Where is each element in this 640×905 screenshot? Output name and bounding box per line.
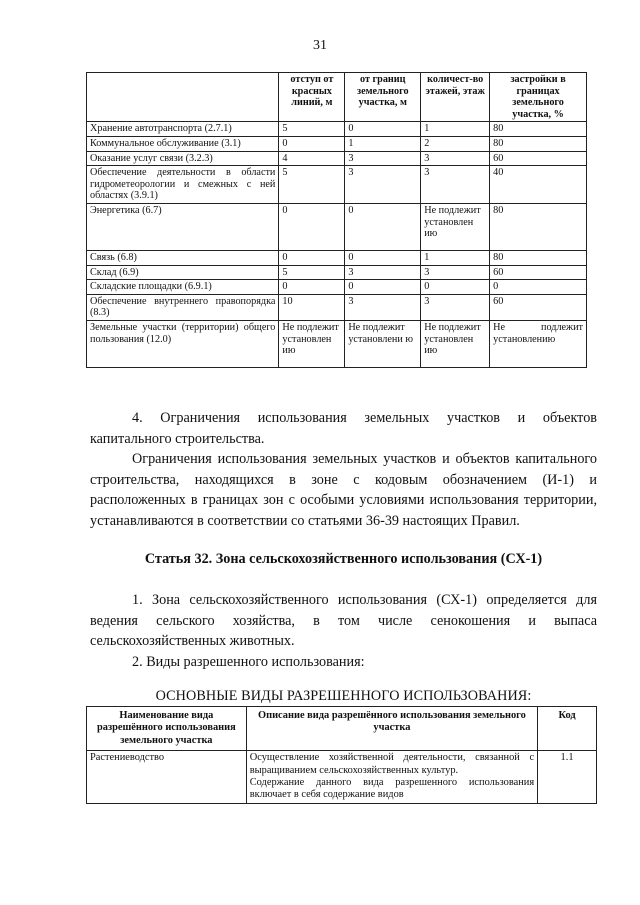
header-code: Код — [538, 707, 597, 751]
row-value: 5 — [279, 166, 345, 204]
article-32-title: Статья 32. Зона сельскохозяйственного использования (СХ-1) — [144, 551, 543, 567]
row-value: 3 — [421, 265, 490, 280]
row-value: 2 — [421, 136, 490, 151]
row-value: 1 — [345, 136, 421, 151]
table-row — [87, 151, 587, 166]
row-value: Не подлежит установлен ию — [421, 320, 490, 367]
row-value: 3 — [345, 265, 421, 280]
article-32-paragraph-1: 1. Зона сельскохозяйственного использования (СХ-1) определяется для ведения сельского хозяйства, в том числе сенокошения и выпаса сельскохозяйственных животных. — [90, 592, 597, 650]
row-value: 5 — [279, 122, 345, 137]
row-value: 3 — [421, 151, 490, 166]
row-value: 3 — [345, 166, 421, 204]
row-value: 0 — [345, 280, 421, 295]
use-description — [246, 751, 537, 804]
row-value: 80 — [490, 203, 587, 250]
row-value: Не подлежит установлен ию — [421, 203, 490, 250]
article-32-paragraph-2: 2. Виды разрешенного использования: — [132, 654, 365, 670]
row-name: Складские площадки (6.9.1) — [87, 280, 279, 295]
permitted-uses-table — [86, 706, 597, 804]
table-header-row — [87, 73, 587, 122]
header-boundary-setback: от границ земельного участка, м — [345, 73, 421, 122]
row-name: Обеспечение деятельности в области гидрометеорологии и смежных с ней областях (3.9.1) — [87, 166, 279, 204]
row-value: 0 — [345, 250, 421, 265]
row-value: 3 — [345, 294, 421, 320]
row-value: 3 — [421, 294, 490, 320]
row-value: 5 — [279, 265, 345, 280]
row-value: 0 — [279, 280, 345, 295]
row-value: 0 — [279, 250, 345, 265]
table-header-row — [87, 707, 597, 751]
row-value: Не подлежит установлен ию — [279, 320, 345, 367]
header-floor-count: количест-во этажей, этаж — [421, 73, 490, 122]
header-use-name: Наименование вида разрешённого использования земельного участка — [87, 707, 247, 751]
header-build-percent: застройки в границах земельного участка, % — [490, 73, 587, 122]
row-value: 80 — [490, 122, 587, 137]
row-name: Хранение автотранспорта (2.7.1) — [87, 122, 279, 137]
row-value: 60 — [490, 294, 587, 320]
row-value: 0 — [345, 203, 421, 250]
table-row — [87, 122, 587, 137]
row-value: 10 — [279, 294, 345, 320]
table-row — [87, 294, 587, 320]
row-name: Склад (6.9) — [87, 265, 279, 280]
row-name: Обеспечение внутреннего правопорядка (8.3) — [87, 294, 279, 320]
table-row — [87, 166, 587, 204]
use-name: Растениеводство — [87, 751, 247, 804]
row-value: 3 — [421, 166, 490, 204]
row-value: 60 — [490, 265, 587, 280]
row-value: 1 — [421, 250, 490, 265]
table-row — [87, 250, 587, 265]
table-row — [87, 136, 587, 151]
row-value: 0 — [279, 203, 345, 250]
row-value: 4 — [279, 151, 345, 166]
row-value: 0 — [421, 280, 490, 295]
row-value: 3 — [345, 151, 421, 166]
row-value: 60 — [490, 151, 587, 166]
section-4-heading: 4. Ограничения использования земельных участков и объектов капитального строительства. — [90, 410, 597, 447]
row-name: Энергетика (6.7) — [87, 203, 279, 250]
building-parameters-table — [86, 72, 587, 368]
row-value: 80 — [490, 250, 587, 265]
section-4-body: Ограничения использования земельных участков и объектов капитального строительства, находящихся в зоне с кодовым обозначением (И-1) и расположенных в границах зон с особыми условиями использования территории, устанавливаются в соответствии со статьями 36-39 настоящих Правил. — [90, 451, 597, 529]
row-name: Земельные участки (территории) общего пользования (12.0) — [87, 320, 279, 367]
use-code: 1.1 — [538, 751, 597, 804]
table-row — [87, 280, 587, 295]
table-row — [87, 320, 587, 367]
row-value: 80 — [490, 136, 587, 151]
table-row — [87, 203, 587, 250]
header-red-line-setback: отступ от красных линий, м — [279, 73, 345, 122]
row-value: 1 — [421, 122, 490, 137]
page-number: 31 — [313, 38, 327, 53]
row-value: 0 — [490, 280, 587, 295]
row-name: Связь (6.8) — [87, 250, 279, 265]
row-name: Оказание услуг связи (3.2.3) — [87, 151, 279, 166]
row-name: Коммунальное обслуживание (3.1) — [87, 136, 279, 151]
table-row — [87, 265, 587, 280]
header-use-type — [87, 73, 279, 122]
table-row — [87, 751, 597, 804]
main-uses-heading: ОСНОВНЫЕ ВИДЫ РАЗРЕШЕННОГО ИСПОЛЬЗОВАНИЯ: — [155, 688, 532, 704]
use-description-line-2: Содержание данного вида разрешенного использования включает в себя содержание видов — [249, 777, 535, 801]
row-value: 0 — [279, 136, 345, 151]
header-use-description: Описание вида разрешённого использования земельного участка — [246, 707, 537, 751]
row-value: Не подлежит установлению — [490, 320, 587, 367]
row-value: Не подлежит установлени ю — [345, 320, 421, 367]
row-value: 0 — [345, 122, 421, 137]
use-description-line-1: Осуществление хозяйственной деятельности, связанной с выращиванием сельскохозяйственных культур. — [249, 752, 535, 776]
row-value: 40 — [490, 166, 587, 204]
